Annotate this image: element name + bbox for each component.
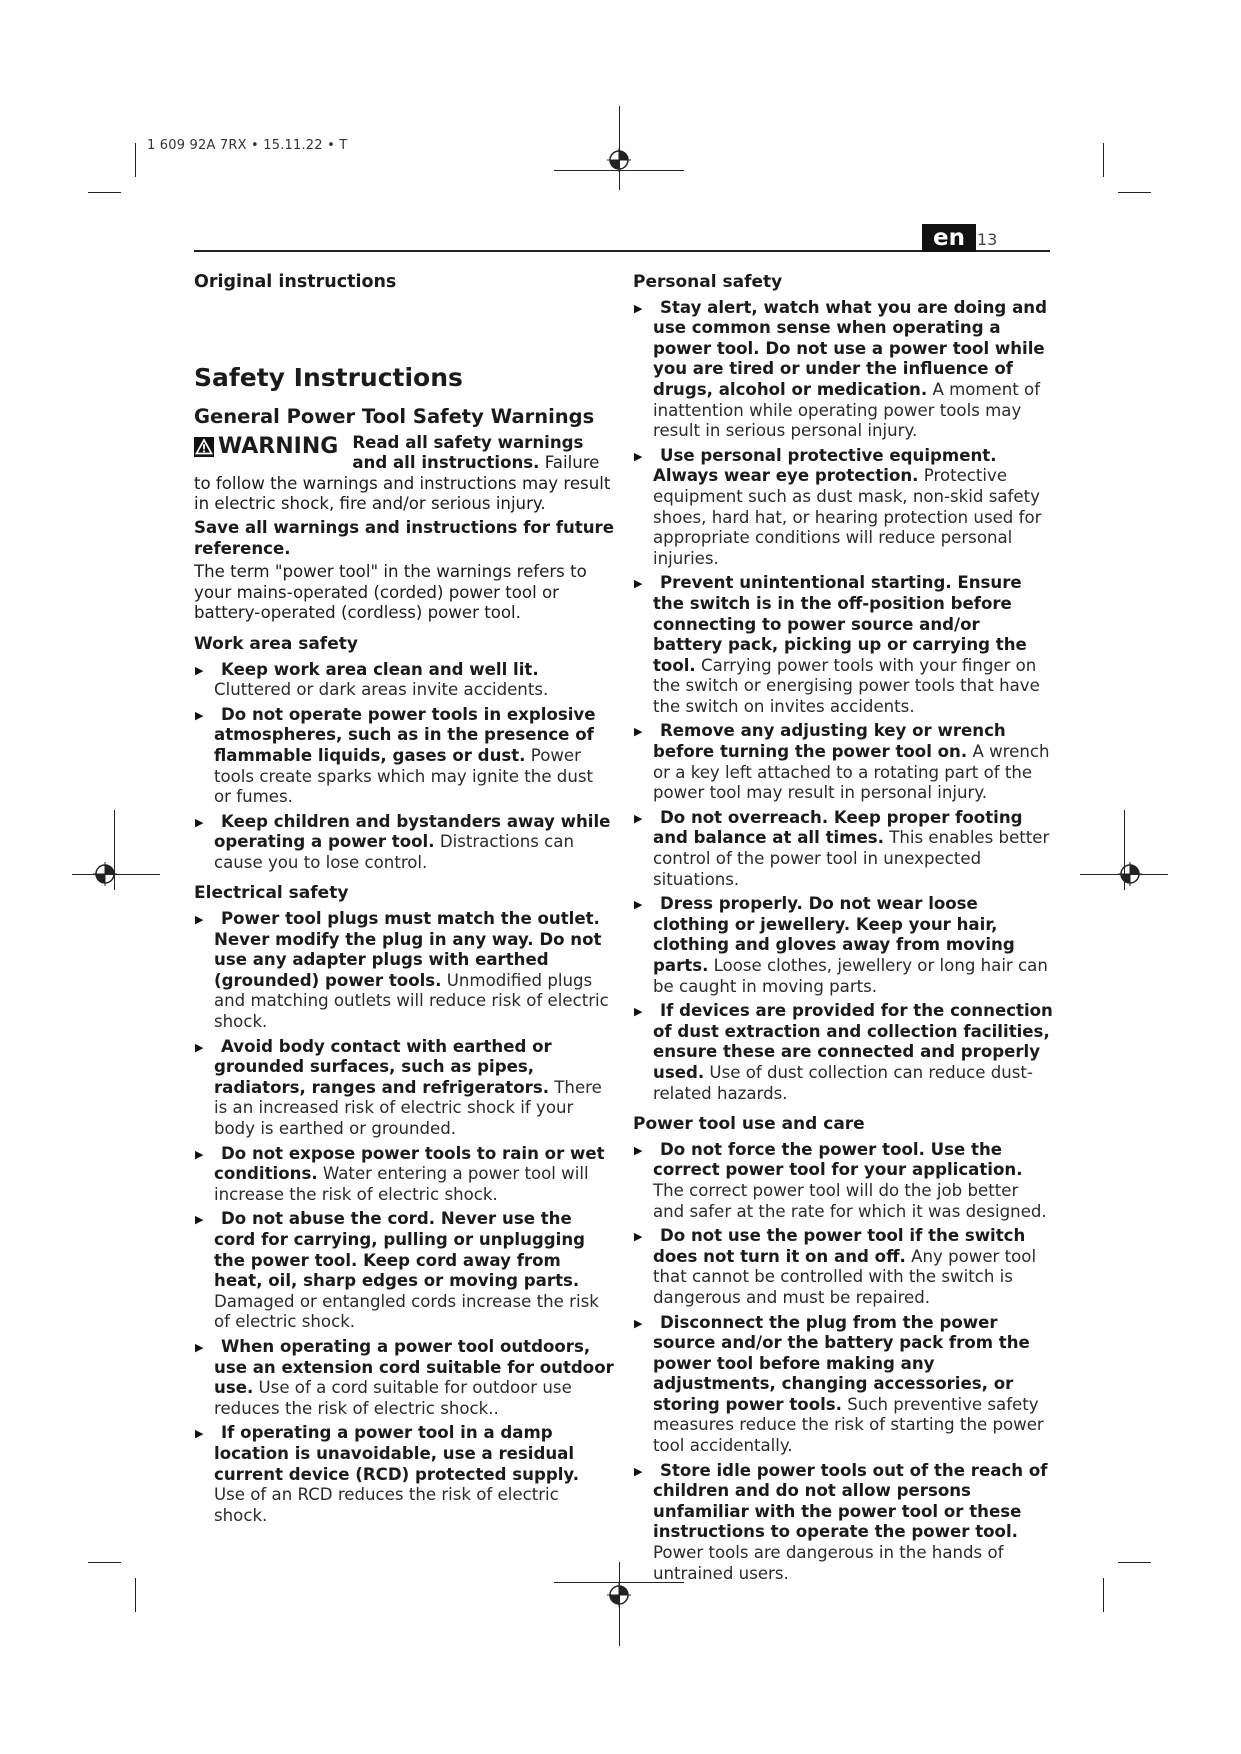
item-bold: Remove any adjusting key or wrench before turning the power tool on. bbox=[653, 721, 1006, 762]
item-text: Such preventive safety measures reduce the risk of starting the power tool accidentally. bbox=[653, 1394, 1044, 1456]
crop-mark bbox=[135, 143, 136, 177]
list-item bbox=[633, 298, 1053, 442]
right-column bbox=[633, 272, 1053, 1588]
item-bold: Keep children and bystanders away while operating a power tool. bbox=[214, 811, 611, 852]
item-bold: Disconnect the plug from the power source and/or the battery pack from the power tool before making any adjustments, changing accessories, or storing power tools. bbox=[653, 1312, 1030, 1414]
left-column bbox=[194, 272, 614, 1530]
list-item bbox=[194, 1144, 614, 1206]
list-item bbox=[194, 1337, 614, 1419]
item-bold: Keep work area clean and well lit. bbox=[221, 659, 539, 679]
list-item bbox=[633, 1226, 1053, 1308]
language-badge: en bbox=[922, 224, 976, 252]
crop-mark bbox=[1118, 192, 1151, 193]
item-text: Any power tool that cannot be controlled with the switch is dangerous and must be repaired. bbox=[653, 1246, 1037, 1307]
warning-text: Failure to follow the warnings and instructions may result in electric shock, fire and/or serious injury. bbox=[194, 453, 611, 514]
item-bold: Do not abuse the cord. Never use the cord for carrying, pulling or unplugging the power tool. Keep cord away from heat, oil, sharp edges or moving parts. bbox=[214, 1209, 586, 1291]
registration-target-icon bbox=[1118, 862, 1142, 886]
page-title: Safety Instructions bbox=[194, 362, 463, 392]
crop-mark bbox=[88, 192, 121, 193]
warning-triangle-icon bbox=[194, 437, 214, 457]
item-bold: If operating a power tool in a damp location is unavoidable, use a residual current device (RCD) protected supply. bbox=[214, 1423, 580, 1484]
list-item bbox=[194, 705, 614, 808]
item-bold: Do not use the power tool if the switch does not turn it on and off. bbox=[653, 1226, 1026, 1266]
list-item bbox=[633, 1140, 1053, 1222]
warning-word: WARNING bbox=[218, 433, 339, 459]
personal-heading: Personal safety bbox=[633, 272, 783, 292]
term-definition: The term "power tool" in the warnings refers to your mains-operated (corded) power tool or battery-operated (cordless) power tool. bbox=[194, 562, 587, 623]
use-care-list bbox=[633, 1140, 1053, 1584]
item-text: A wrench or a key left attached to a rotating part of the power tool may result in personal injury. bbox=[653, 742, 1050, 803]
warning-paragraph bbox=[194, 433, 614, 515]
registration-target-icon bbox=[607, 148, 631, 172]
electrical-heading: Electrical safety bbox=[194, 883, 349, 904]
personal-list bbox=[633, 298, 1053, 1105]
list-item bbox=[633, 808, 1053, 890]
crop-mark bbox=[135, 1578, 136, 1612]
save-instructions: Save all warnings and instructions for future reference. bbox=[194, 517, 614, 558]
list-item bbox=[633, 721, 1053, 803]
item-bold: Dress properly. Do not wear loose clothing or jewellery. Keep your hair, clothing and gloves away from moving parts. bbox=[653, 894, 1015, 975]
item-bold: Do not expose power tools to rain or wet conditions. bbox=[214, 1143, 605, 1184]
item-text: Use of dust collection can reduce dust-related hazards. bbox=[653, 1062, 1033, 1103]
list-item bbox=[633, 1001, 1053, 1104]
item-bold: Store idle power tools out of the reach of children and do not allow persons unfamiliar with the power tool or these instructions to operate the power tool. bbox=[653, 1460, 1048, 1542]
item-text: Power tools are dangerous in the hands of untrained users. bbox=[653, 1543, 1004, 1583]
item-bold: Power tool plugs must match the outlet. Never modify the plug in any way. Do not use any adapter plugs with earthed (grounded) power tools. bbox=[214, 909, 602, 990]
registration-target-icon bbox=[93, 862, 117, 886]
registration-target-icon bbox=[607, 1583, 631, 1607]
list-item bbox=[194, 1423, 614, 1526]
list-item bbox=[194, 909, 614, 1033]
item-text: Damaged or entangled cords increase the risk of electric shock. bbox=[214, 1291, 599, 1332]
page-number: 13 bbox=[977, 230, 998, 249]
item-bold: Stay alert, watch what you are doing and use common sense when operating a power tool. Do not use a power tool while you are tired or under the influence of drugs, alcohol or medication. bbox=[653, 297, 1047, 399]
item-text: Water entering a power tool will increase the risk of electric shock. bbox=[214, 1164, 589, 1204]
item-text: There is an increased risk of electric shock if your body is earthed or grounded. bbox=[214, 1077, 602, 1138]
item-text: Use of an RCD reduces the risk of electric shock. bbox=[214, 1485, 559, 1525]
crop-mark bbox=[1103, 143, 1104, 177]
list-item bbox=[633, 573, 1053, 717]
list-item bbox=[633, 446, 1053, 570]
item-text: A moment of inattention while operating power tools may result in serious personal injury. bbox=[653, 379, 1041, 441]
item-bold: Use personal protective equipment. Always wear eye protection. bbox=[653, 445, 997, 486]
item-bold: Do not operate power tools in explosive atmospheres, such as in the presence of flammable liquids, gases or dust. bbox=[214, 704, 596, 765]
work-area-list bbox=[194, 660, 614, 874]
item-text: Carrying power tools with your finger on the switch or energising power tools that have the switch on invites accidents. bbox=[653, 655, 1040, 716]
item-text: Cluttered or dark areas invite accidents. bbox=[214, 680, 549, 700]
item-text: Power tools create sparks which may ignite the dust or fumes. bbox=[214, 745, 593, 807]
item-bold: Prevent unintentional starting. Ensure the switch is in the off-position before connecting to power source and/or battery pack, picking up or carrying the tool. bbox=[653, 573, 1027, 675]
item-text: Loose clothes, jewellery or long hair can be caught in moving parts. bbox=[653, 956, 1048, 996]
list-item bbox=[633, 894, 1053, 997]
section-title: General Power Tool Safety Warnings bbox=[194, 404, 595, 428]
original-instructions: Original instructions bbox=[194, 272, 397, 292]
item-text: Use of a cord suitable for outdoor use reduces the risk of electric shock.. bbox=[214, 1378, 572, 1418]
item-bold: If devices are provided for the connection of dust extraction and collection facilities, ensure these are connected and properly used. bbox=[653, 1001, 1053, 1082]
list-item bbox=[194, 812, 614, 874]
crop-mark bbox=[1103, 1578, 1104, 1612]
item-text: Protective equipment such as dust mask, non-skid safety shoes, hard hat, or hearing protection used for appropriate conditions will reduce personal injuries. bbox=[653, 466, 1042, 568]
item-bold: Avoid body contact with earthed or grounded surfaces, such as pipes, radiators, ranges and refrigerators. bbox=[214, 1036, 552, 1097]
item-text: This enables better control of the power tool in unexpected situations. bbox=[653, 828, 1050, 889]
use-care-heading: Power tool use and care bbox=[633, 1114, 865, 1135]
list-item bbox=[194, 660, 614, 701]
warning-bold: Read all safety warnings and all instructions. bbox=[352, 432, 584, 473]
crop-mark bbox=[88, 1562, 121, 1563]
warning-label bbox=[194, 433, 338, 461]
list-item bbox=[194, 1209, 614, 1333]
list-item bbox=[194, 1037, 614, 1140]
item-text: Distractions can cause you to lose control. bbox=[214, 832, 574, 872]
item-text: The correct power tool will do the job better and safer at the rate for which it was designed. bbox=[653, 1180, 1047, 1221]
item-bold: When operating a power tool outdoors, use an extension cord suitable for outdoor use. bbox=[214, 1336, 614, 1398]
list-item bbox=[633, 1313, 1053, 1457]
document-code: 1 609 92A 7RX • 15.11.22 • T bbox=[147, 138, 348, 153]
list-item bbox=[633, 1461, 1053, 1585]
work-area-heading: Work area safety bbox=[194, 633, 358, 654]
item-bold: Do not force the power tool. Use the correct power tool for your application. bbox=[653, 1139, 1023, 1180]
electrical-list bbox=[194, 909, 614, 1526]
item-text: Unmodified plugs and matching outlets will reduce risk of electric shock. bbox=[214, 970, 609, 1032]
crop-mark bbox=[1118, 1562, 1151, 1563]
item-bold: Do not overreach. Keep proper footing and balance at all times. bbox=[653, 807, 1023, 848]
